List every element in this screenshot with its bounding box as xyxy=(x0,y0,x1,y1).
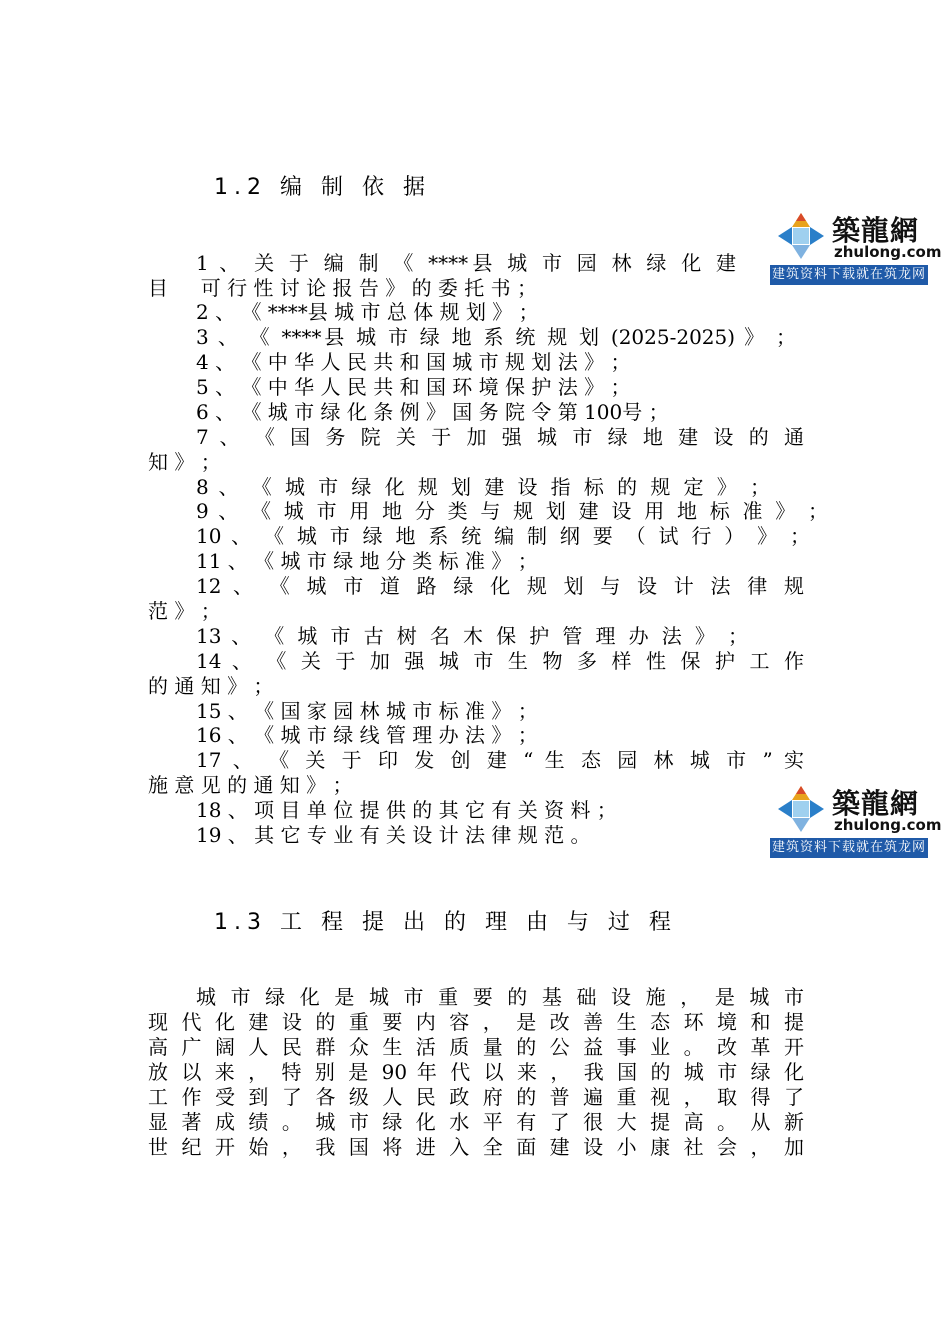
list-line: 7 、 《 国 务 院 关 于 加 强 城 市 绿 地 建 设 的 通 xyxy=(196,425,804,449)
list-line: 13 、 《 城 市 古 树 名 木 保 护 管 理 办 法 》 ； xyxy=(196,624,748,648)
list-line: 4 、 《 中 华 人 民 共 和 国 城 市 规 划 法 》 ； xyxy=(196,350,631,374)
list-line: 10 、 《 城 市 绿 地 系 统 编 制 纲 要 （ 试 行 ） 》 ； xyxy=(196,524,810,548)
list-line: 施 意 见 的 通 知 》 ； xyxy=(148,773,353,797)
list-line: 8 、 《 城 市 绿 化 规 划 建 设 指 标 的 规 定 》 ； xyxy=(196,475,770,499)
logo-chinese-text: 築龍網 xyxy=(832,787,920,820)
paragraph-line: 工 作 受 到 了 各 级 人 民 政 府 的 普 遍 重 视 ， 取 得 了 xyxy=(148,1085,804,1109)
zhulong-logo xyxy=(770,780,942,858)
list-line: 17 、 《 关 于 印 发 创 建 “ 生 态 园 林 城 市 ” 实 xyxy=(196,748,804,772)
logo-domain-text: zhulong.com xyxy=(834,816,942,834)
section-1-3-heading: 1.3 工 程 提 出 的 理 由 与 过 程 xyxy=(214,910,677,935)
section-1-2-heading: 1.2 编 制 依 据 xyxy=(214,175,431,200)
paragraph-line: 世 纪 开 始 ， 我 国 将 进 入 全 面 建 设 小 康 社 会 ， 加 xyxy=(148,1135,804,1159)
list-line: 19 、 其 它 专 业 有 关 设 计 法 律 规 范 。 xyxy=(196,823,591,847)
paragraph-line: 现 代 化 建 设 的 重 要 内 容 ， 是 改 善 生 态 环 境 和 提 xyxy=(148,1010,804,1034)
logo-domain-text: zhulong.com xyxy=(834,243,942,261)
paragraph-line: 高 广 阔 人 民 群 众 生 活 质 量 的 公 益 事 业 。 改 革 开 xyxy=(148,1035,804,1059)
list-line: 11 、 《 城 市 绿 地 分 类 标 准 》 ； xyxy=(196,549,538,573)
list-line: 范 》 ； xyxy=(148,599,221,623)
list-line: 1 、 关 于 编 制 《 ****县 城 市 园 林 绿 化 建 xyxy=(196,251,736,275)
list-line: 2 、 《 ****县 城 市 总 体 规 划 》 ； xyxy=(196,300,539,324)
list-line: 16 、 《 城 市 绿 线 管 理 办 法 》 ； xyxy=(196,723,538,747)
list-line: 目 可 行 性 讨 论 报 告 》 的 委 托 书 ； xyxy=(148,276,538,300)
logo-chinese-text: 築龍網 xyxy=(832,214,920,247)
logo-slogan: 建筑资料下载就在筑龙网 xyxy=(770,838,928,858)
list-line: 知 》 ； xyxy=(148,450,221,474)
list-line: 5 、 《 中 华 人 民 共 和 国 环 境 保 护 法 》 ； xyxy=(196,375,631,399)
paragraph-line: 显 著 成 绩 。 城 市 绿 化 水 平 有 了 很 大 提 高 。 从 新 xyxy=(148,1110,804,1134)
list-line: 14 、 《 关 于 加 强 城 市 生 物 多 样 性 保 护 工 作 xyxy=(196,649,804,673)
zhulong-mark-icon xyxy=(772,782,830,836)
list-line: 12 、 《 城 市 道 路 绿 化 规 划 与 设 计 法 律 规 xyxy=(196,574,804,598)
zhulong-logo xyxy=(770,207,942,285)
paragraph-line: 城 市 绿 化 是 城 市 重 要 的 基 础 设 施 ， 是 城 市 xyxy=(196,985,804,1009)
zhulong-mark-icon xyxy=(772,209,830,263)
list-line: 18 、 项 目 单 位 提 供 的 其 它 有 关 资 料 ； xyxy=(196,798,617,822)
logo-slogan: 建筑资料下载就在筑龙网 xyxy=(770,265,928,285)
list-line: 15 、 《 国 家 园 林 城 市 标 准 》 ； xyxy=(196,699,538,723)
list-line: 6 、 《 城 市 绿 化 条 例 》 国 务 院 令 第 100号 ； xyxy=(196,400,669,424)
paragraph-line: 放 以 来 ， 特 别 是 90 年 代 以 来 ， 我 国 的 城 市 绿 化 xyxy=(148,1060,804,1084)
list-line: 的 通 知 》 ； xyxy=(148,674,274,698)
list-line: 3 、 《 ****县 城 市 绿 地 系 统 规 划 (2025-2025) 》 ； xyxy=(196,325,796,349)
list-line: 9 、 《 城 市 用 地 分 类 与 规 划 建 设 用 地 标 准 》 ； xyxy=(196,499,828,523)
